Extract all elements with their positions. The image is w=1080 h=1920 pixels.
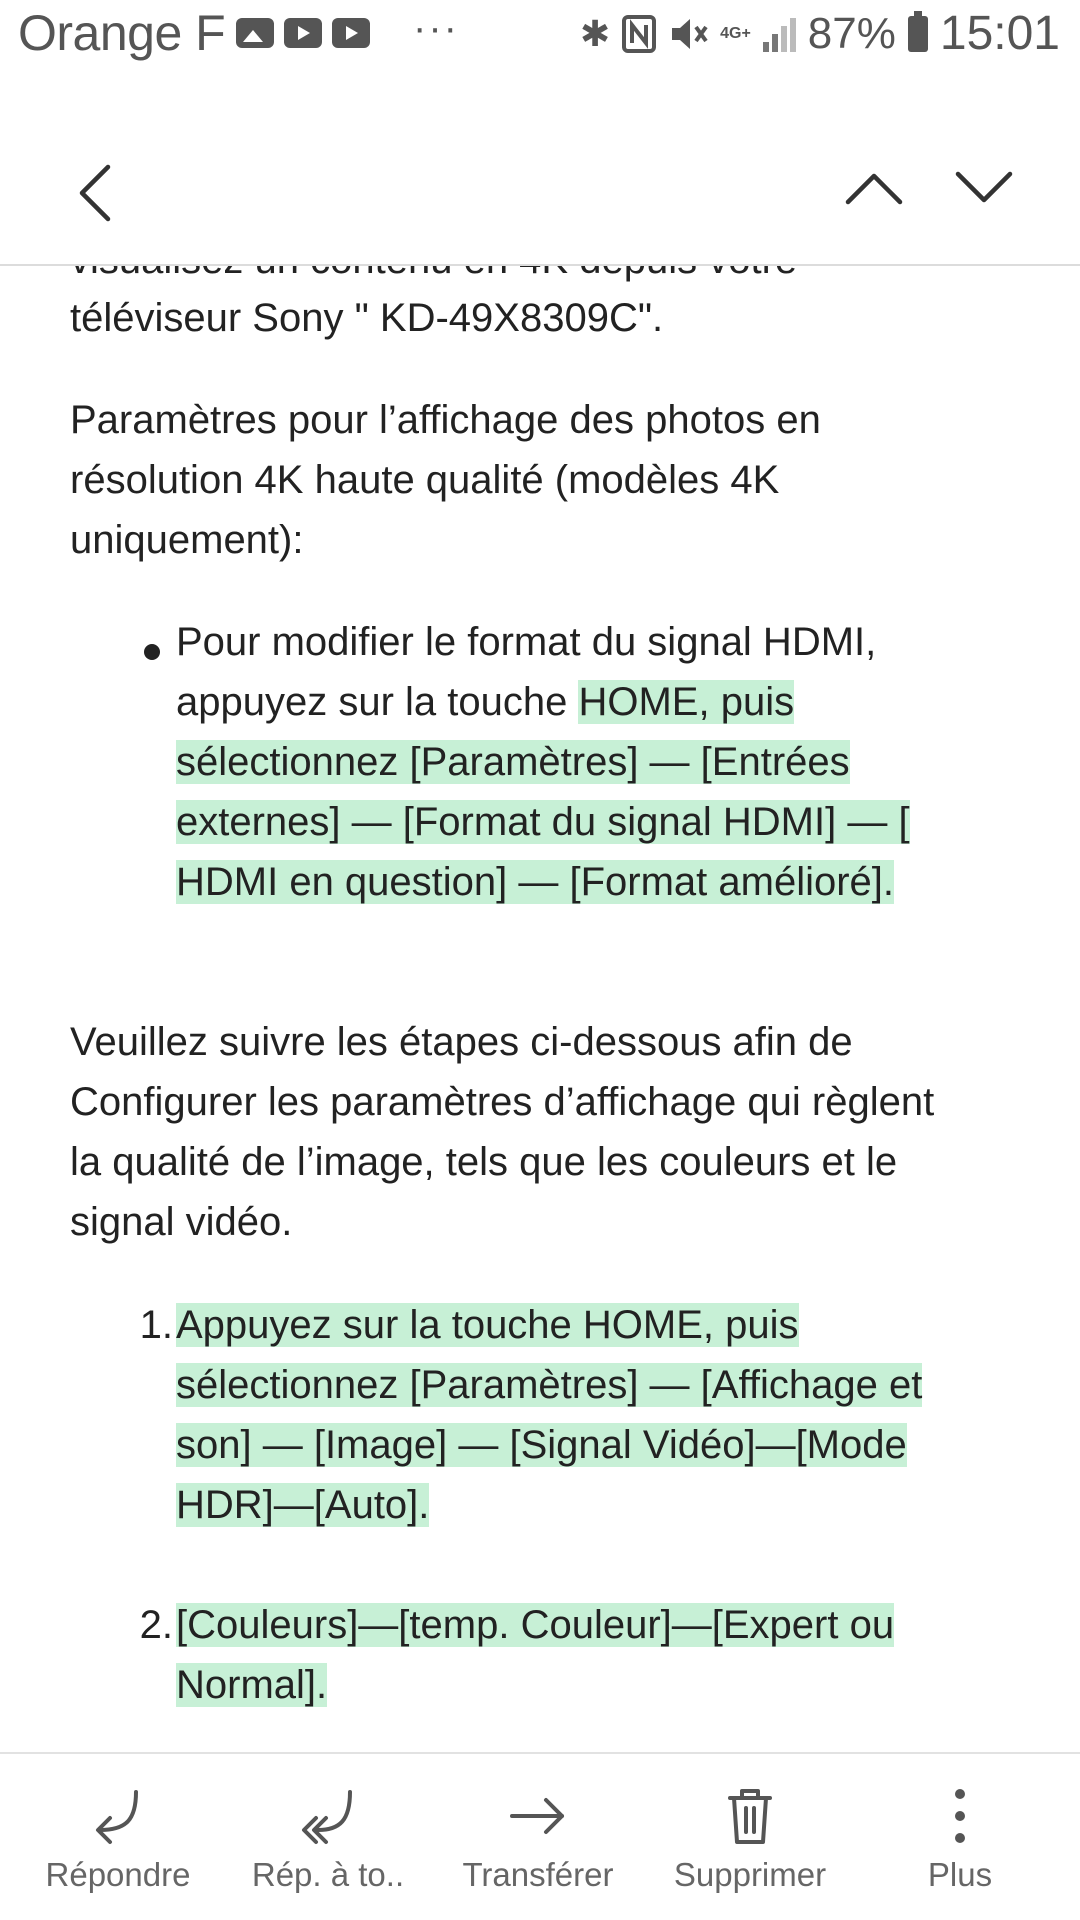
reply-label: Répondre [45, 1856, 191, 1893]
mute-icon [668, 15, 708, 53]
highlighted-text: sélectionnez [Paramètres] — [Affichage et [176, 1363, 923, 1407]
step-line [176, 1355, 956, 1415]
reply-button[interactable] [18, 1754, 218, 1920]
step-number: 1. [139, 1303, 173, 1347]
highlighted-text: Appuyez sur la touche HOME, puis [176, 1303, 799, 1347]
highlighted-text: externes] — [Format du signal HDMI] — [ [176, 800, 910, 844]
bullet-line [176, 672, 956, 732]
step-line [176, 1475, 956, 1535]
highlighted-text: Normal]. [176, 1663, 328, 1707]
bluetooth-icon: ✱ [579, 12, 611, 54]
battery-percent: 87% [807, 8, 896, 58]
delete-button[interactable] [650, 1754, 850, 1920]
step-line [176, 1595, 956, 1655]
highlighted-text: HDR]—[Auto]. [176, 1483, 430, 1527]
bullet-line: Pour modifier le format du signal HDMI, [176, 620, 877, 664]
signal-icon [763, 16, 796, 52]
body-line: la qualité de l’image, tels que les couleurs et le [70, 1140, 898, 1184]
body-line: résolution 4K haute qualité (modèles 4K [70, 458, 780, 502]
highlighted-text: son] — [Image] — [Signal Vidéo]—[Mode [176, 1423, 907, 1467]
clock: 15:01 [939, 7, 1060, 60]
more-vertical-icon [928, 1784, 992, 1848]
bullet-line [176, 852, 956, 912]
back-button[interactable] [66, 158, 122, 228]
carrier-name: Orange F [18, 5, 226, 61]
back-chevron-icon [76, 163, 112, 223]
next-message-icon [954, 170, 1014, 206]
battery-icon [908, 16, 928, 52]
bottom-toolbar [0, 1752, 1080, 1920]
step-number: 2. [139, 1603, 173, 1647]
body-line: uniquement): [70, 518, 304, 562]
network-type: 4G+ [720, 24, 751, 42]
notification-icons [236, 18, 370, 48]
delete-label: Supprimer [673, 1856, 827, 1893]
photo-icon [236, 18, 274, 48]
step-line [176, 1415, 956, 1475]
action-bar [0, 78, 1080, 266]
reply-all-icon [296, 1784, 360, 1848]
body-line: Paramètres pour l’affichage des photos en [70, 398, 821, 442]
previous-message-icon [844, 170, 904, 206]
system-icons [580, 6, 1060, 61]
reply-all-button[interactable] [228, 1754, 428, 1920]
bullet-line [176, 732, 956, 792]
more-label: Plus [927, 1856, 993, 1893]
more-button[interactable] [860, 1754, 1060, 1920]
highlighted-text: HDMI en question] — [Format amélioré]. [176, 860, 895, 904]
nfc-icon [622, 15, 656, 53]
bullet-text: appuyez sur la touche [176, 680, 579, 724]
forward-icon [506, 1784, 570, 1848]
reply-icon [86, 1784, 150, 1848]
status-bar [0, 0, 1080, 78]
highlighted-text: sélectionnez [Paramètres] — [Entrées [176, 740, 850, 784]
bullet-dot [144, 644, 160, 660]
forward-label: Transférer [462, 1856, 614, 1893]
body-line: Veuillez suivre les étapes ci-dessous afin de [70, 1020, 853, 1064]
forward-button[interactable] [438, 1754, 638, 1920]
highlighted-text: [Couleurs]—[temp. Couleur]—[Expert ou [176, 1603, 895, 1647]
trash-icon [718, 1784, 782, 1848]
highlighted-text: HOME, puis [578, 680, 795, 724]
reply-all-label: Rép. à to.. [251, 1856, 405, 1893]
step-line [176, 1295, 956, 1355]
step-line [176, 1655, 956, 1715]
next-message-button[interactable] [948, 158, 1020, 218]
previous-message-button[interactable] [838, 158, 910, 218]
body-line: téléviseur Sony " KD-49X8309C". [70, 296, 664, 340]
body-line: Configurer les paramètres d’affichage qui règlent [70, 1080, 935, 1124]
body-line: signal vidéo. [70, 1200, 293, 1244]
more-dots-icon: ··· [413, 6, 459, 50]
youtube-icon [332, 18, 370, 48]
youtube-icon [284, 18, 322, 48]
bullet-line [176, 792, 956, 852]
message-body [0, 180, 1080, 1755]
